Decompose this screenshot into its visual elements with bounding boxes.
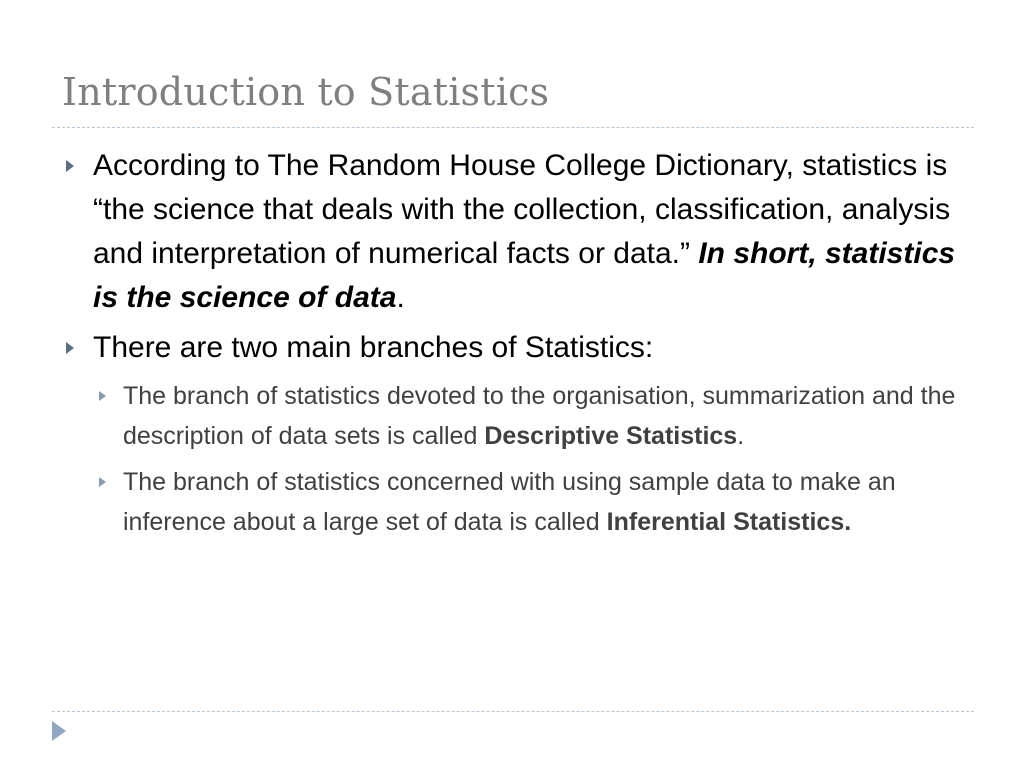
sub-bullet-descriptive (60, 376, 970, 456)
descriptive-end: . (737, 422, 745, 450)
triangle-bullet-icon (66, 342, 74, 354)
branches-text: There are two main branches of Statistics: (93, 331, 654, 364)
title-divider (52, 127, 974, 128)
triangle-bullet-icon (66, 160, 74, 172)
triangle-sub-bullet-icon (99, 391, 106, 401)
definition-text: According to The Random House College Dictionary, statistics is “the science that deals with the collection, classification, analysis and interpretation of numerical facts or data.” (93, 149, 951, 270)
bullet-branches (60, 326, 970, 370)
slide-body (60, 144, 970, 548)
slide-title: Introduction to Statistics (62, 70, 550, 114)
definition-emphasis: In short, statistics is the science of data (93, 237, 956, 314)
inferential-term: Inferential Statistics. (606, 508, 852, 536)
descriptive-term: Descriptive Statistics (484, 422, 738, 450)
next-slide-arrow-icon[interactable] (52, 721, 66, 741)
bullet-definition (60, 144, 970, 320)
definition-end: . (396, 281, 405, 314)
descriptive-text: The branch of statistics devoted to the organisation, summarization and the description of data sets is called (123, 382, 956, 450)
sub-bullet-inferential (60, 462, 970, 542)
footer-divider (52, 711, 974, 712)
inferential-text: The branch of statistics concerned with using sample data to make an inference about a large set of data is called (123, 468, 896, 536)
triangle-sub-bullet-icon (99, 477, 106, 487)
